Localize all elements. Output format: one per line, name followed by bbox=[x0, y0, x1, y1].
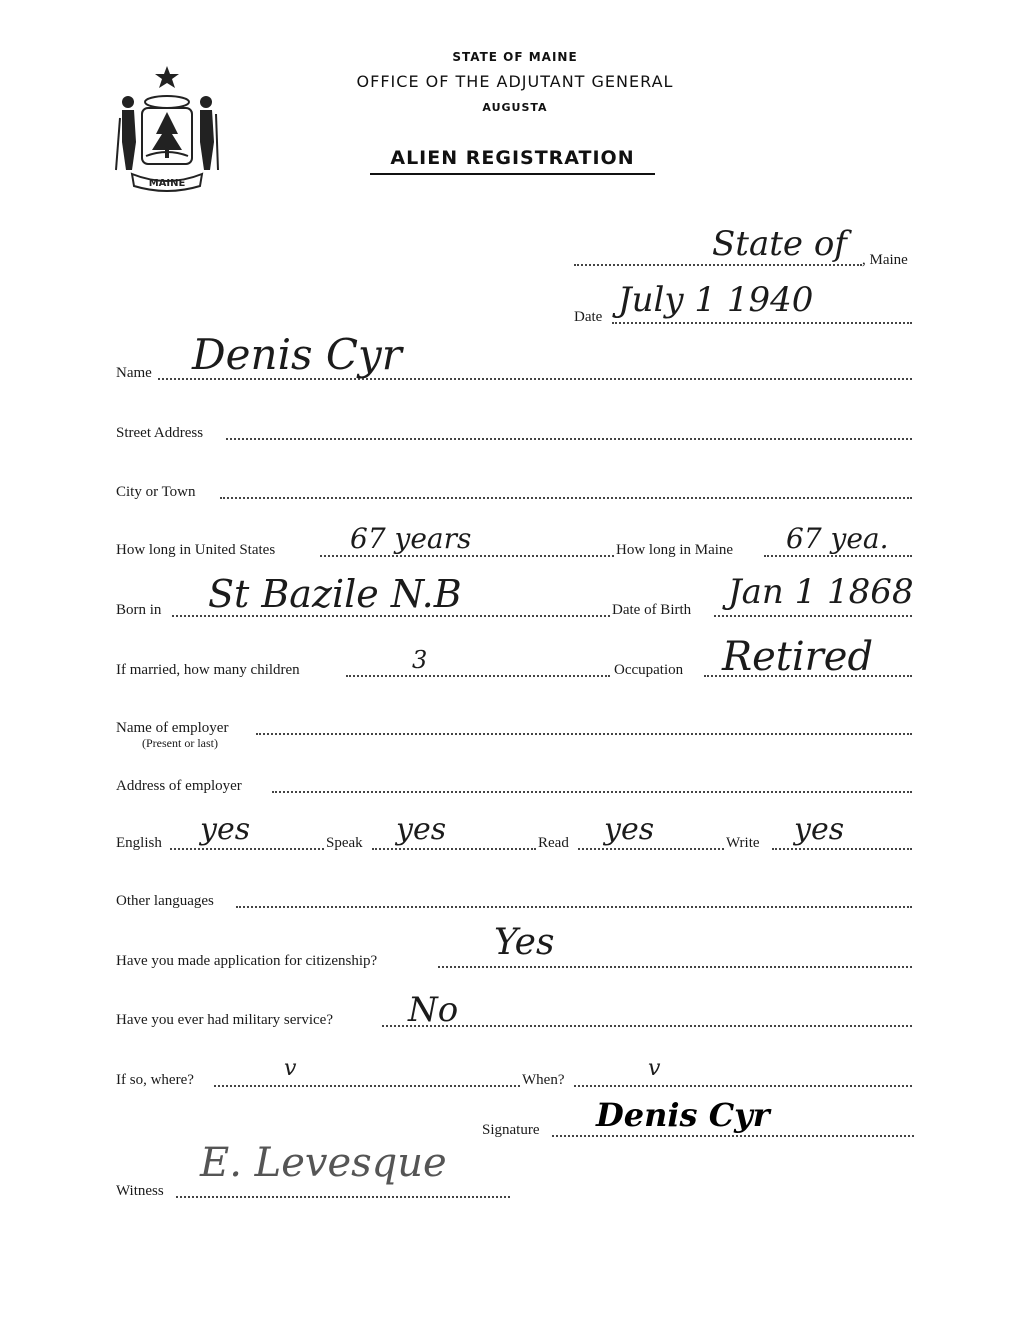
date-line bbox=[612, 322, 912, 324]
read-value[interactable]: yes bbox=[604, 812, 655, 847]
state-value[interactable]: State of bbox=[712, 224, 847, 264]
name-value[interactable]: Denis Cyr bbox=[192, 330, 402, 379]
when-line bbox=[574, 1085, 912, 1087]
maine-line bbox=[764, 555, 912, 557]
employer-address-label: Address of employer bbox=[116, 778, 242, 794]
date-value[interactable]: July 1 1940 bbox=[618, 280, 814, 320]
maine-value[interactable]: 67 yea. bbox=[786, 522, 889, 555]
witness-line bbox=[176, 1196, 510, 1198]
other-languages-line[interactable] bbox=[236, 906, 912, 908]
state-suffix-label: , Maine bbox=[862, 252, 908, 268]
children-label: If married, how many children bbox=[116, 662, 300, 678]
military-value[interactable]: No bbox=[408, 990, 459, 1030]
citizenship-line bbox=[438, 966, 912, 968]
signature-value[interactable]: Denis Cyr bbox=[596, 1096, 770, 1134]
other-languages-label: Other languages bbox=[116, 893, 214, 909]
born-value[interactable]: St Bazile N.B bbox=[208, 572, 462, 616]
occupation-label: Occupation bbox=[614, 662, 684, 678]
english-label: English bbox=[116, 835, 162, 851]
employer-address-line[interactable] bbox=[272, 791, 912, 793]
us-value[interactable]: 67 years bbox=[350, 522, 472, 555]
write-value[interactable]: yes bbox=[794, 812, 845, 847]
read-label: Read bbox=[538, 835, 569, 851]
dob-label: Date of Birth bbox=[612, 602, 692, 618]
dob-line bbox=[714, 615, 912, 617]
date-label: Date bbox=[574, 309, 603, 325]
speak-value[interactable]: yes bbox=[396, 812, 447, 847]
children-line bbox=[346, 675, 610, 677]
city-line[interactable] bbox=[220, 497, 912, 499]
born-label: Born in bbox=[116, 602, 162, 618]
where-value[interactable]: v bbox=[284, 1056, 297, 1081]
where-label: If so, where? bbox=[116, 1072, 194, 1088]
street-line[interactable] bbox=[226, 438, 912, 440]
form-title: ALIEN REGISTRATION bbox=[370, 147, 655, 175]
dob-value[interactable]: Jan 1 1868 bbox=[728, 572, 914, 612]
header-city: AUGUSTA bbox=[482, 101, 548, 114]
header-state: STATE OF MAINE bbox=[452, 50, 578, 64]
write-label: Write bbox=[726, 835, 760, 851]
name-label: Name bbox=[116, 365, 152, 381]
when-label: When? bbox=[522, 1072, 565, 1088]
children-value[interactable]: 3 bbox=[412, 646, 428, 674]
occupation-value[interactable]: Retired bbox=[722, 634, 874, 680]
english-line bbox=[170, 848, 324, 850]
write-line bbox=[772, 848, 912, 850]
military-line bbox=[382, 1025, 912, 1027]
speak-label: Speak bbox=[326, 835, 363, 851]
citizenship-value[interactable]: Yes bbox=[494, 922, 555, 963]
witness-label: Witness bbox=[116, 1183, 164, 1199]
state-line bbox=[574, 264, 862, 266]
us-line bbox=[320, 555, 614, 557]
read-line bbox=[578, 848, 724, 850]
employer-label: Name of employer bbox=[116, 720, 229, 736]
header-office: OFFICE OF THE ADJUTANT GENERAL bbox=[356, 72, 674, 91]
maine-state-seal bbox=[112, 62, 222, 192]
where-line bbox=[214, 1085, 520, 1087]
maine-label: How long in Maine bbox=[616, 542, 734, 558]
seal-ribbon-text: MAINE bbox=[148, 178, 186, 189]
street-label: Street Address bbox=[116, 425, 204, 441]
witness-value[interactable]: E. Levesque bbox=[200, 1140, 447, 1186]
when-value[interactable]: v bbox=[648, 1056, 661, 1081]
us-label: How long in United States bbox=[116, 542, 276, 558]
employer-line[interactable] bbox=[256, 733, 912, 735]
citizenship-label: Have you made application for citizenship? bbox=[116, 953, 378, 969]
english-value[interactable]: yes bbox=[200, 812, 251, 847]
military-label: Have you ever had military service? bbox=[116, 1012, 333, 1028]
city-label: City or Town bbox=[116, 484, 196, 500]
employer-note: (Present or last) bbox=[142, 736, 218, 750]
signature-label: Signature bbox=[482, 1122, 540, 1138]
speak-line bbox=[372, 848, 536, 850]
signature-line bbox=[552, 1135, 914, 1137]
